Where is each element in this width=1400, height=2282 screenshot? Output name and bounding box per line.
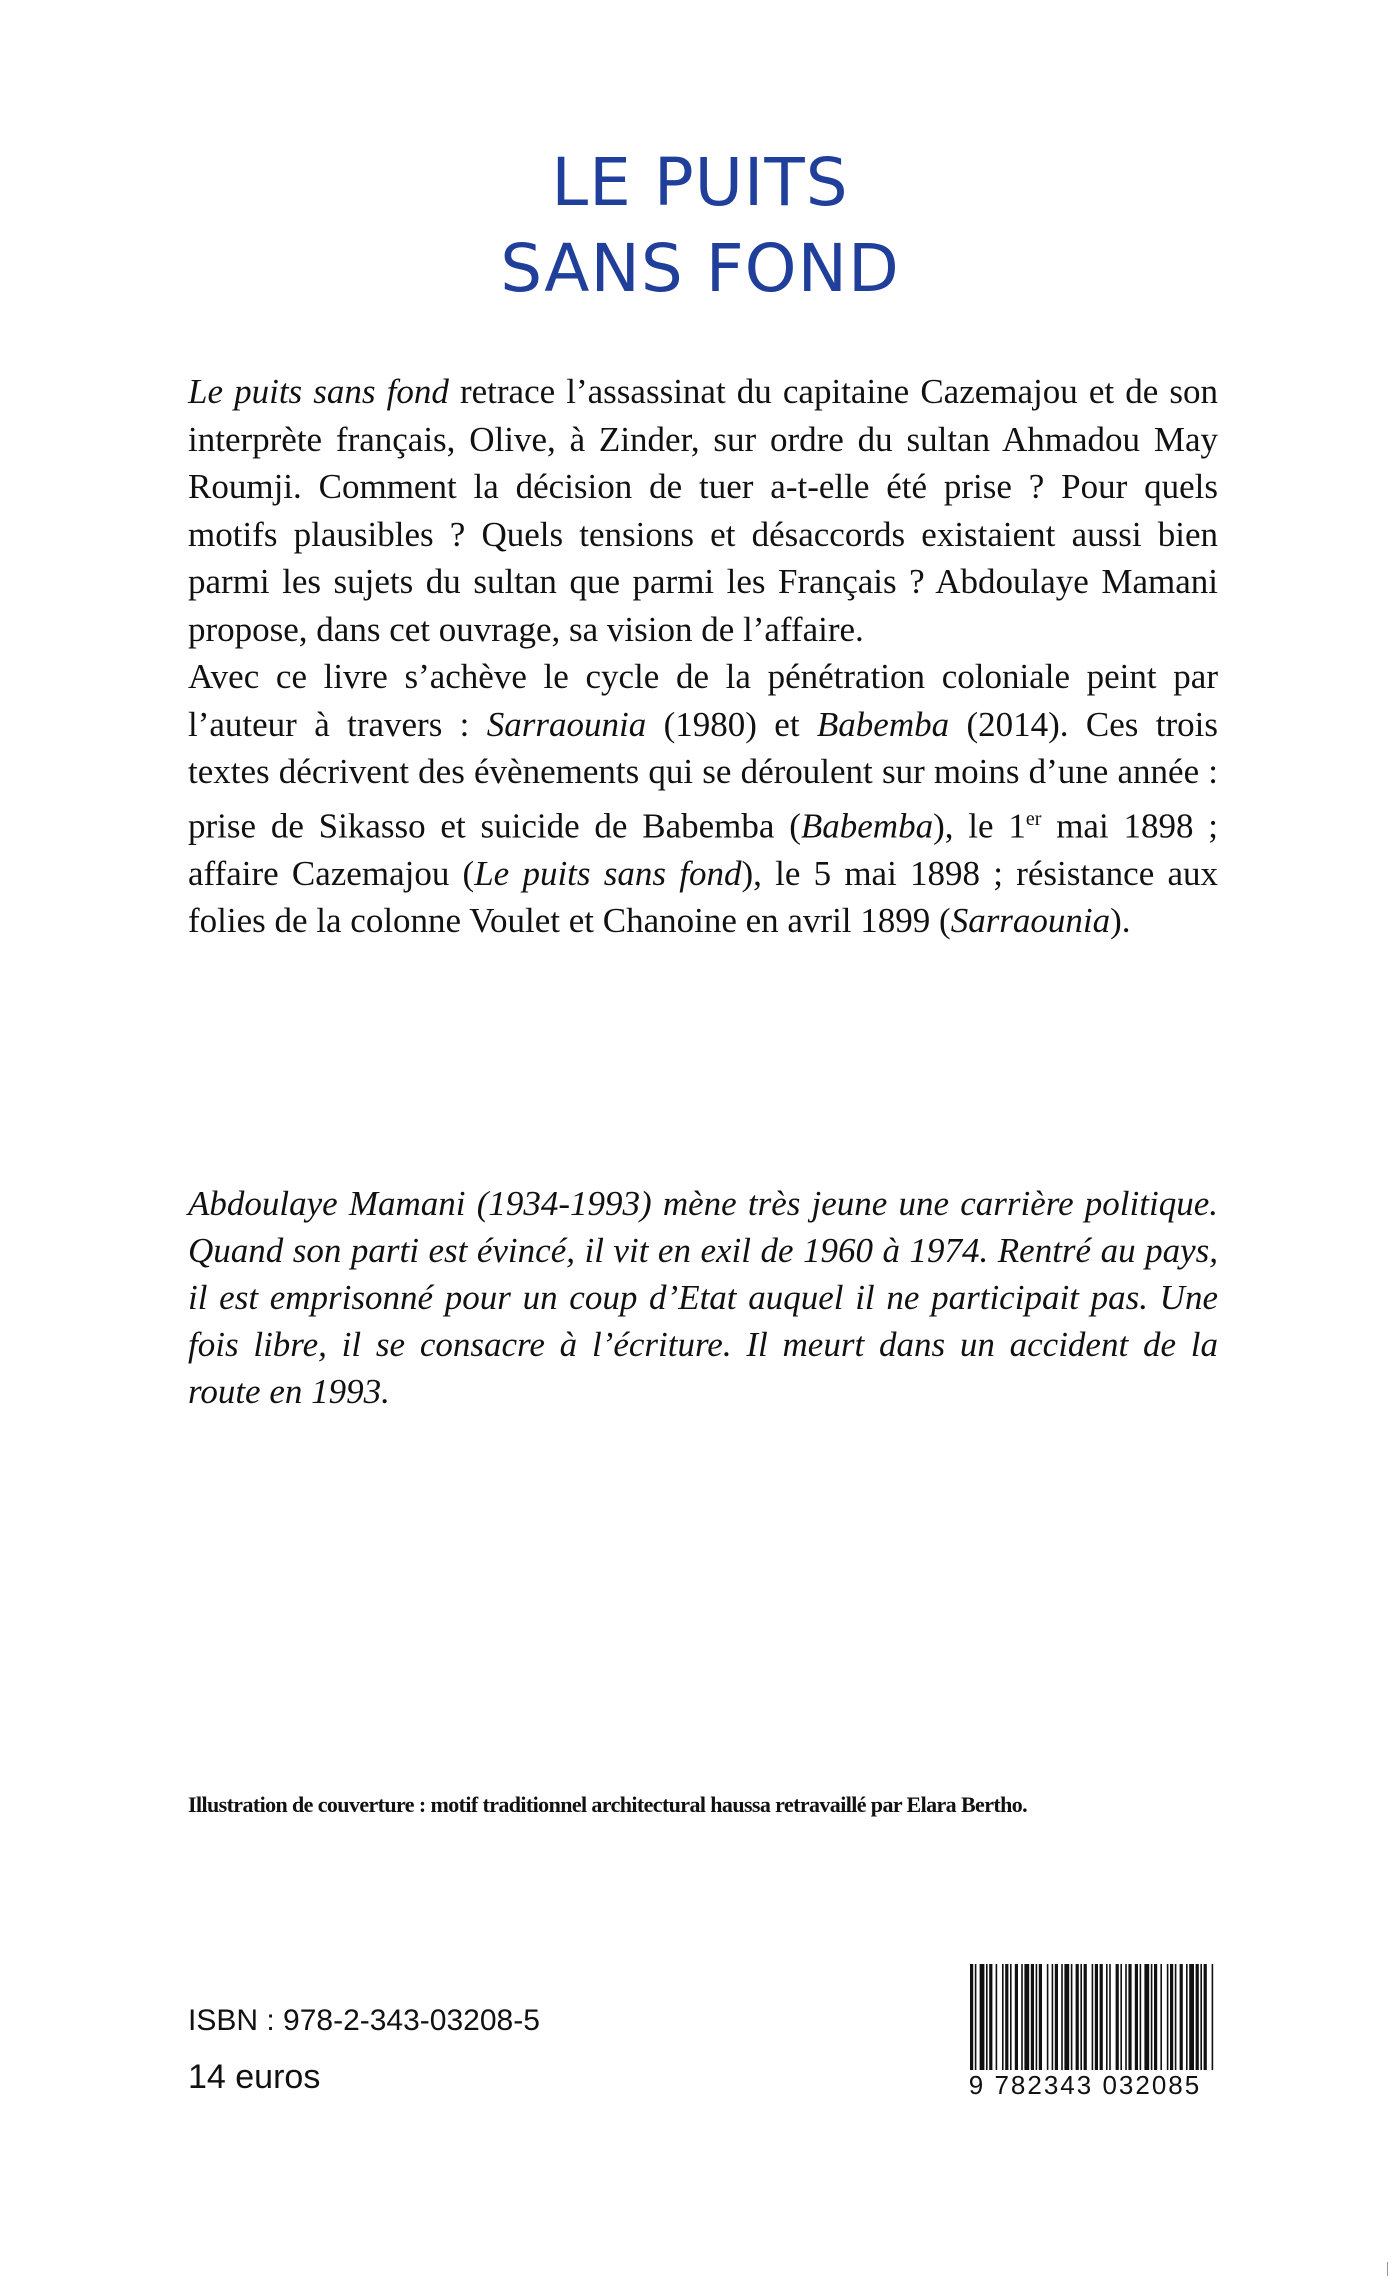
summary-text-2e: mai 1898 ; affaire Cazemajou ( [188,806,1218,893]
barcode-bar [1036,1964,1038,2072]
barcode-bar [1196,1964,1199,2072]
summary-text-2f: ), le 5 mai 1898 ; résistance aux folies de la colonne Voulet et Chanoine en avril 1899 ( [188,853,1218,941]
barcode-bar [1100,1964,1103,2072]
barcode-bar [1106,1964,1108,2072]
barcode-bar [970,1964,973,2072]
barcode-bar [1080,1964,1082,2072]
barcode-bar [1170,1964,1173,2072]
barcode-bar [989,1964,992,2072]
barcode-bar [1167,1964,1169,2072]
barcode-bar [1021,1964,1023,2072]
barcode-bar [986,1964,988,2072]
barcode-bar [1189,1964,1194,2072]
barcode-bar [1186,1964,1188,2072]
barcode-bar [1175,1964,1177,2072]
barcode-bar [975,1964,977,2072]
barcode-bar [1109,1964,1111,2072]
barcode-bar [1039,1964,1042,2072]
barcode [968,1964,1218,2086]
barcode-bar [1144,1964,1149,2072]
barcode-bar [1151,1964,1153,2072]
barcode-bar [1200,1964,1202,2072]
barcode-bar [1005,1964,1008,2072]
barcode-bar [1064,1964,1069,2072]
barcode-bar [1052,1964,1054,2072]
barcode-bar [1140,1964,1142,2072]
summary-text-2c: (2014). Ces trois textes décrivent des évènements qui se déroulent sur moins d’une année : prise de Sikasso et suicide de Babemba ( [188,704,1219,846]
summary-text-2g: ). [1110,901,1131,941]
title-line-1: LE PUITS [551,144,849,221]
barcode-bar [1015,1964,1018,2072]
price: 14 euros [188,2058,321,2096]
barcode-bar [1095,1964,1098,2072]
barcode-bar [1055,1964,1058,2072]
isbn: ISBN : 978-2-343-03208-5 [188,2004,540,2037]
barcode-bar [1071,1964,1073,2072]
barcode-bar [1212,1964,1214,2072]
barcode-bar [1002,1964,1004,2072]
barcode-bar [1092,1964,1094,2072]
summary-text-2b: (1980) et [646,704,817,744]
book-title [0,140,1400,312]
barcode-bar [1116,1964,1119,2072]
barcode-bar [1031,1964,1034,2072]
barcode-bar [1160,1964,1162,2072]
cover-credit: Illustration de couverture : motif traditionnel architectural haussa retravaillé par Elara Bertho. [188,1792,1028,1817]
barcode-bar [1180,1964,1183,2072]
summary-text-2a: Avec ce livre s’achève le cycle de la pénétration coloniale peint par l’auteur à travers : [188,657,1218,744]
barcode-bar [980,1964,985,2072]
barcode-bar [1128,1964,1131,2072]
summary-lead-title: Le puits sans fond [188,372,449,411]
barcode-bar [1204,1964,1207,2072]
barcode-bar [996,1964,998,2072]
crop-mark [1387,2262,1388,2276]
barcode-bar [1010,1964,1012,2072]
summary-text-2d: ), le 1 [933,806,1026,846]
barcode-bar [1125,1964,1127,2072]
barcode-bars [968,1964,1218,2072]
barcode-bar [1061,1964,1063,2072]
ordinal-sup: er [1025,807,1042,830]
book-ref-babemba: Babemba [816,704,950,744]
summary [188,368,1218,945]
title-line-2: SANS FOND [500,230,900,307]
barcode-number: 9 782343 032085 [950,2070,1220,2101]
barcode-bar [1024,1964,1029,2072]
barcode-bar [1154,1964,1157,2072]
barcode-bar [1076,1964,1079,2072]
barcode-bar [1084,1964,1087,2072]
book-ref-sarraounia: Sarraounia [486,704,647,744]
summary-paragraph-1 [188,368,1218,653]
barcode-bar [1047,1964,1049,2072]
barcode-bar [1120,1964,1122,2072]
book-ref-babemba-2: Babemba [800,806,934,846]
book-ref-sarraounia-2: Sarraounia [950,901,1111,941]
author-bio: Abdoulaye Mamani (1934-1993) mène très jeune une carrière politique. Quand son parti est évincé, il vit en exil de 1960 à 1974. Rentré au pays, il est emprisonné pour un coup d’Etat auquel il ne participait pas. Une fois libre, il se consacre à l’écriture. Il meurt dans un accident de la route en 1993. [188,1184,1218,1411]
book-ref-puits: Le puits sans fond [474,853,742,893]
barcode-bar [1135,1964,1138,2072]
summary-paragraph-2 [188,653,1218,945]
summary-text-1: retrace l’assassinat du capitaine Cazemajou et de son interprète français, Olive, à Zinder, sur ordre du sultan Ahmadou May Roumji. Comment la décision de tuer a-t-elle été prise ? Pour quels motifs plausibles ? Quels tensions et désaccords existaient aussi bien parmi les sujets du sultan que parmi les Français ? Abdoulaye Mamani propose, dans cet ouvrage, sa vision de l’affaire. [188,372,1218,649]
